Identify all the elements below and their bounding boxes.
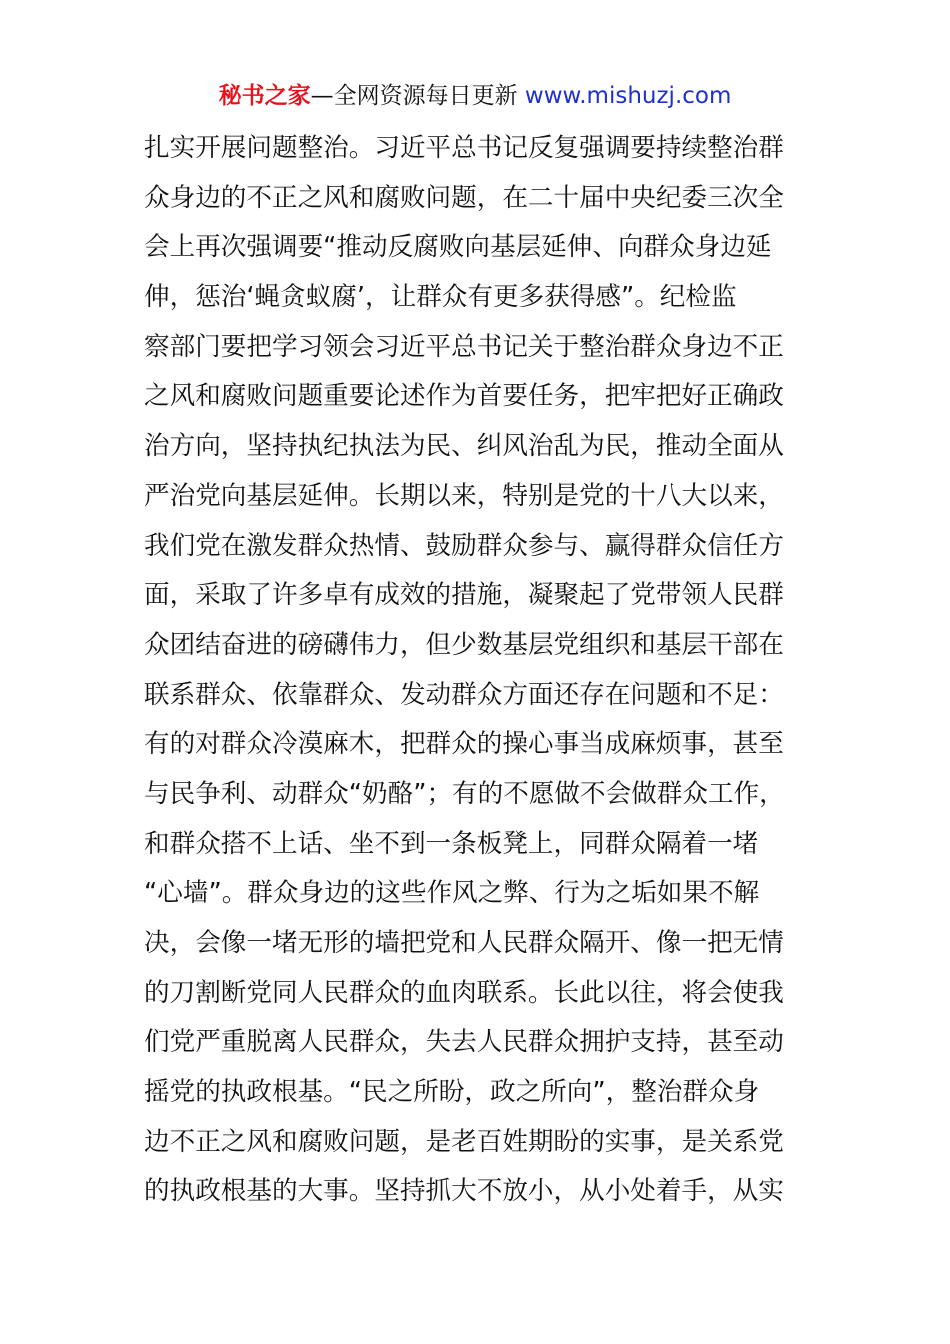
text-line: 决，会像一堵无形的墙把党和人民群众隔开、像一把无情 — [144, 928, 784, 958]
page-header — [0, 78, 950, 114]
text-line: 们党严重脱离人民群众，失去人民群众拥护支持，甚至动 — [144, 1027, 784, 1058]
text-line: 我们党在激发群众热情、鼓励群众参与、赢得群众信任方 — [144, 530, 784, 561]
text-line: 严治党向基层延伸。长期以来，特别是党的十八大以来， — [144, 480, 784, 511]
text-line: 的刀割断党同人民群众的血肉联系。长此以往，将会使我 — [144, 977, 784, 1008]
text-line: 会上再次强调要“推动反腐败向基层延伸、向群众身边延 — [144, 232, 772, 263]
text-line: 扎实开展问题整治。习近平总书记反复强调要持续整治群 — [144, 133, 784, 163]
text-line: 察部门要把学习领会习近平总书记关于整治群众身边不正 — [144, 331, 784, 362]
text-line: 面，采取了许多卓有成效的措施，凝聚起了党带领人民群 — [144, 580, 784, 611]
text-line: “心墙”。群众身边的这些作风之弊、行为之垢如果不解 — [144, 878, 760, 909]
text-line: 伸，惩治‘蝇贪蚁腐’，让群众有更多获得感”。纪检监 — [144, 282, 737, 313]
text-line: 和群众搭不上话、坐不到一条板凳上，同群众隔着一堵 — [144, 828, 759, 859]
text-line: 摇党的执政根基。“民之所盼，政之所向”，整治群众身 — [144, 1077, 760, 1108]
header-tagline: —全网资源每日更新 — [310, 83, 525, 109]
text-line: 众身边的不正之风和腐败问题，在二十届中央纪委三次全 — [144, 182, 784, 213]
text-line: 联系群众、依靠群众、发动群众方面还存在问题和不足： — [144, 679, 784, 710]
site-url-link[interactable]: www.mishuzj.com — [524, 83, 732, 109]
text-line: 与民争利、动群众“奶酪”；有的不愿做不会做群众工作， — [144, 778, 785, 809]
text-line: 的执政根基的大事。坚持抓大不放小，从小处着手，从实 — [144, 1176, 784, 1207]
text-line: 治方向，坚持执纪执法为民、纠风治乱为民，推动全面从 — [144, 431, 784, 462]
text-line: 有的对群众冷漠麻木，把群众的操心事当成麻烦事，甚至 — [144, 729, 784, 760]
text-line: 边不正之风和腐败问题，是老百姓期盼的实事，是关系党 — [144, 1126, 784, 1157]
text-line: 之风和腐败问题重要论述作为首要任务，把牢把好正确政 — [144, 381, 784, 412]
text-line: 众团结奋进的磅礴伟力，但少数基层党组织和基层干部在 — [144, 629, 784, 660]
brand-name: 秘书之家 — [218, 83, 311, 109]
document-body — [144, 124, 824, 1217]
